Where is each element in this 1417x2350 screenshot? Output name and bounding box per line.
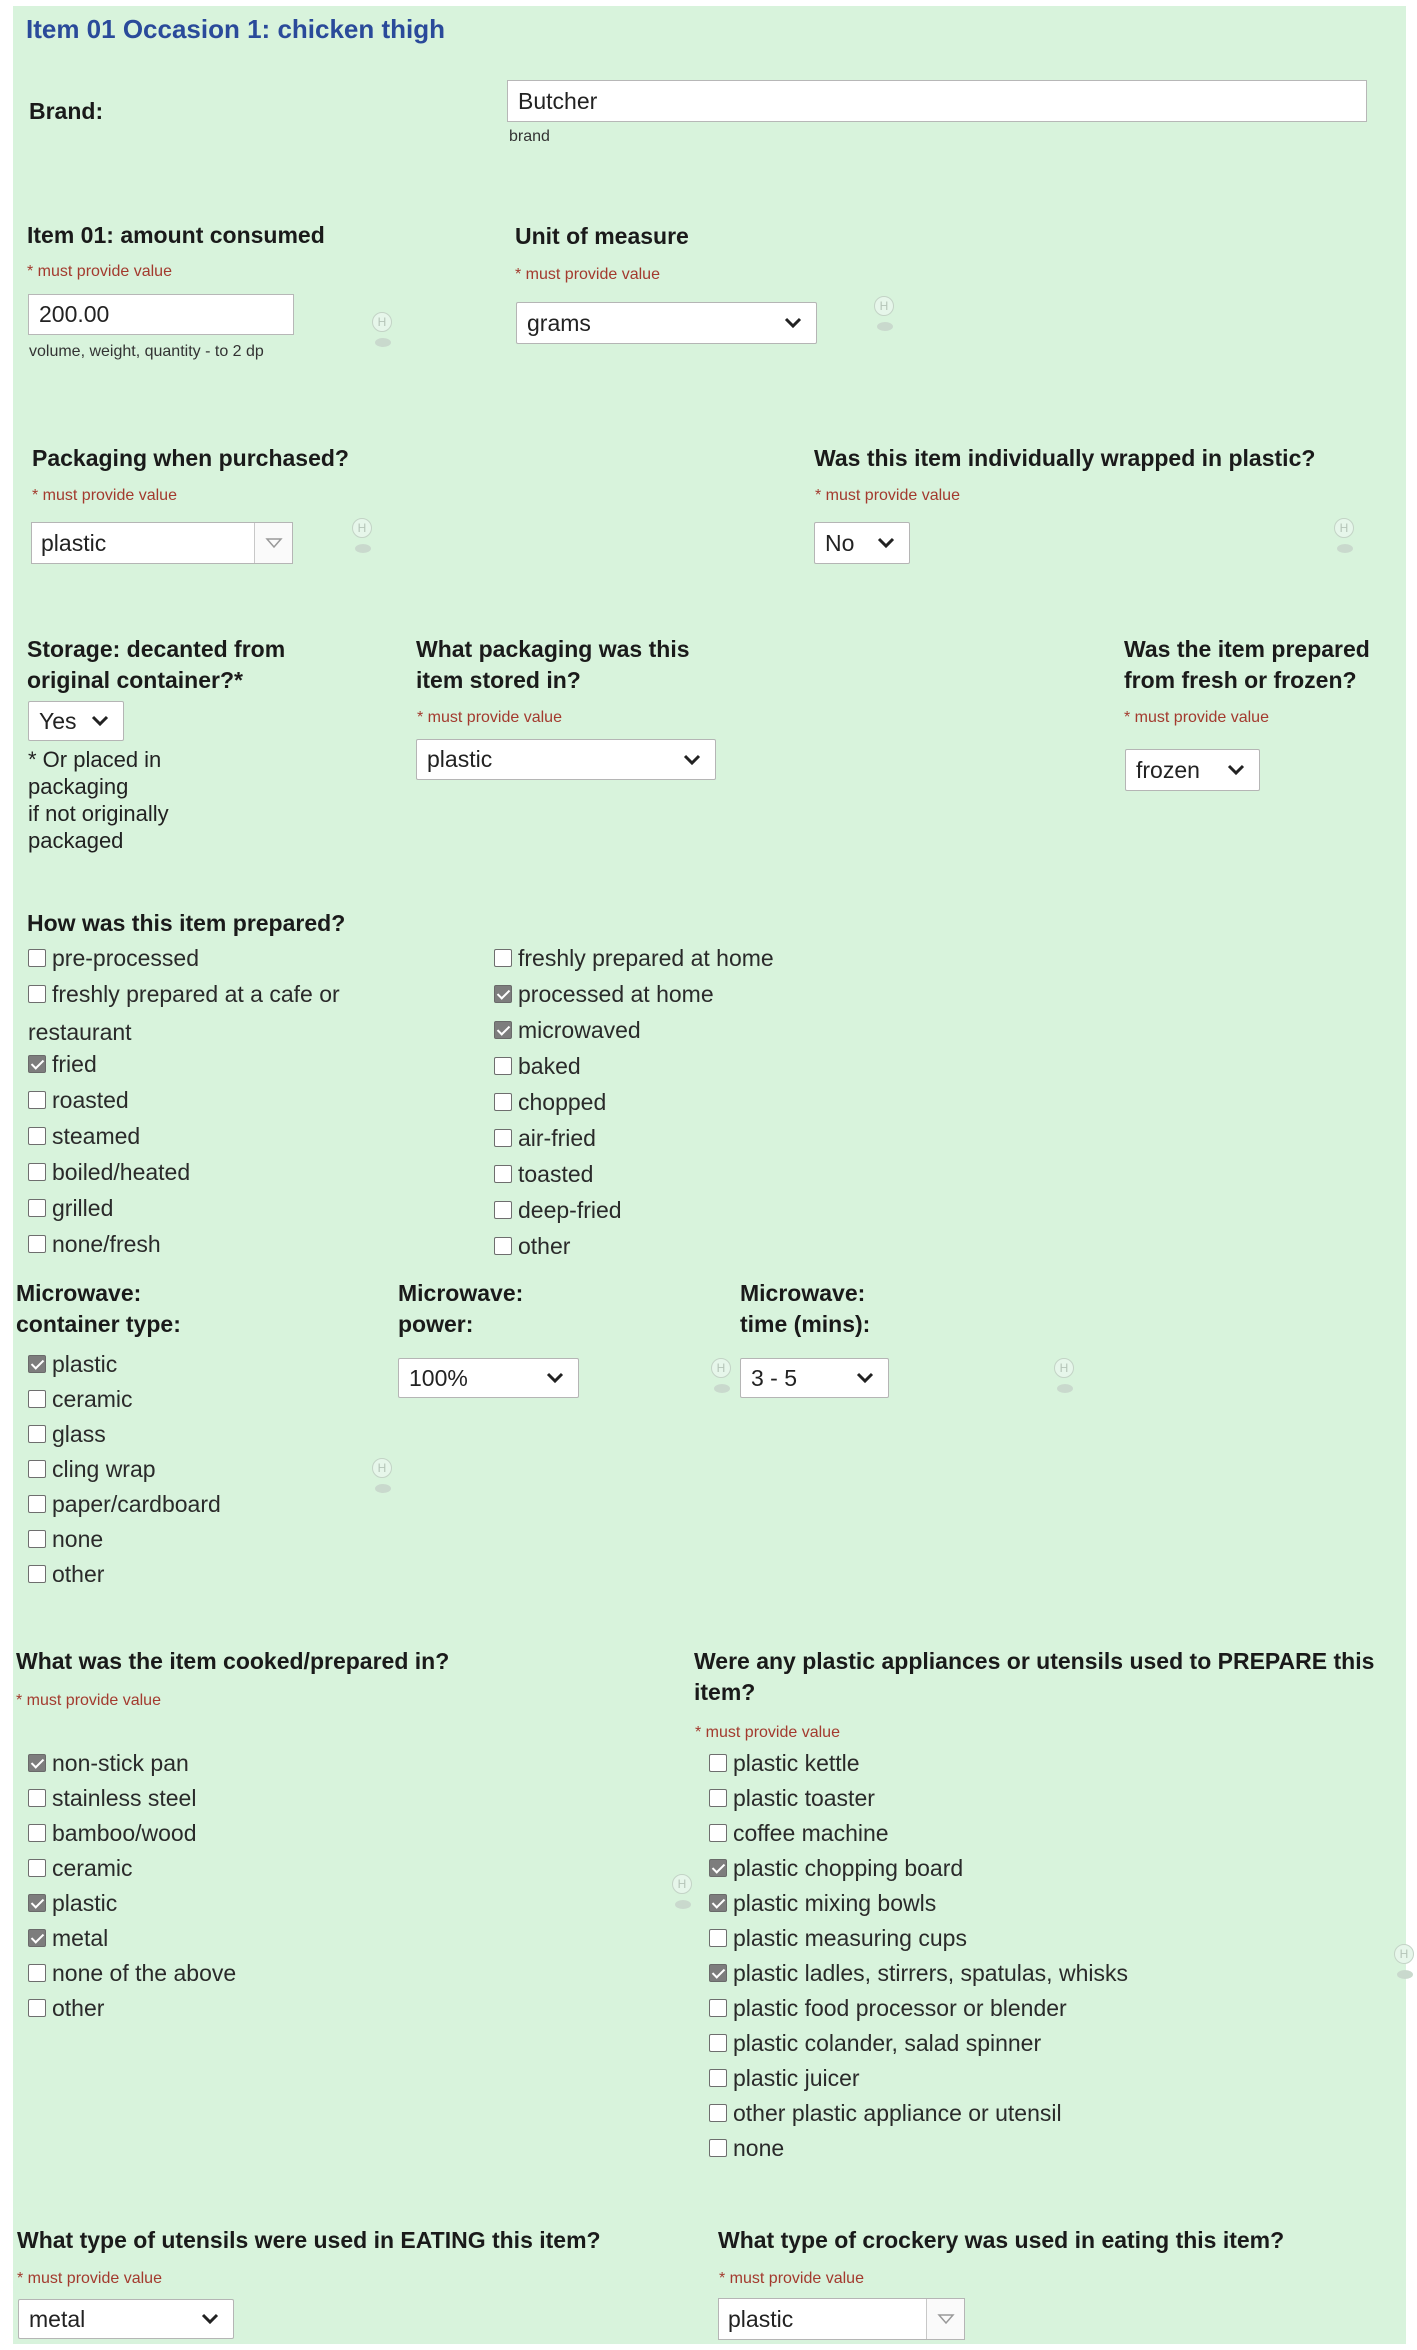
- checkbox-option[interactable]: [28, 1456, 221, 1491]
- checkbox[interactable]: [709, 1894, 727, 1912]
- option-label: bamboo/wood: [52, 1820, 197, 1846]
- option-label: stainless steel: [52, 1785, 197, 1811]
- comment-icon: [375, 1484, 391, 1493]
- microwave-power-label-line2: power:: [398, 1311, 474, 1337]
- chevron-down-icon: [679, 750, 705, 770]
- checkbox[interactable]: [28, 1824, 46, 1842]
- help-icon[interactable]: H: [871, 296, 897, 336]
- option-label: fried: [52, 1051, 97, 1077]
- option-label: paper/cardboard: [52, 1491, 221, 1517]
- checkbox[interactable]: [28, 1425, 46, 1443]
- plastic-appliances-list: [709, 1750, 1128, 2170]
- checkbox-option[interactable]: [28, 1960, 236, 1995]
- prepared-right-list: [494, 945, 774, 1269]
- checkbox-option[interactable]: [28, 1855, 236, 1890]
- fresh-frozen-required: * must provide value: [1124, 709, 1269, 726]
- stored-in-select[interactable]: [416, 739, 716, 780]
- checkbox-option[interactable]: [28, 1995, 236, 2030]
- chevron-down-icon: [197, 2309, 223, 2329]
- chevron-down-icon: [542, 1368, 568, 1388]
- checkbox[interactable]: [494, 1201, 512, 1219]
- option-label: toasted: [518, 1161, 594, 1187]
- cooked-in-list: [28, 1750, 236, 2030]
- checkbox[interactable]: [494, 1057, 512, 1075]
- comment-icon: [714, 1384, 730, 1393]
- brand-hint: brand: [509, 128, 550, 145]
- checkbox[interactable]: [494, 949, 512, 967]
- comment-icon: [1057, 1384, 1073, 1393]
- checkbox-option[interactable]: [28, 945, 443, 981]
- checkbox[interactable]: [28, 1565, 46, 1583]
- option-label: other: [52, 1561, 105, 1587]
- checkbox[interactable]: [28, 1199, 46, 1217]
- option-label: air-fried: [518, 1125, 596, 1151]
- eating-utensils-select[interactable]: [18, 2299, 234, 2339]
- amount-label: Item 01: amount consumed: [27, 222, 325, 248]
- storage-decanted-label-line1: Storage: decanted from: [27, 636, 286, 662]
- checkbox[interactable]: [494, 1165, 512, 1183]
- checkbox-option[interactable]: [494, 1053, 774, 1089]
- storage-note-line: * Or placed in: [28, 747, 162, 772]
- unit-label: Unit of measure: [515, 223, 689, 249]
- checkbox-option[interactable]: [28, 1785, 236, 1820]
- option-label: baked: [518, 1053, 581, 1079]
- option-label: roasted: [52, 1087, 129, 1113]
- packaging-purchased-value: plastic: [41, 529, 107, 556]
- checkbox-option[interactable]: [28, 1491, 221, 1526]
- comment-icon: [1397, 1970, 1413, 1979]
- packaging-purchased-combo[interactable]: [31, 522, 293, 564]
- eating-utensils-required: * must provide value: [17, 2270, 162, 2287]
- unit-select[interactable]: [516, 302, 817, 344]
- checkbox-option[interactable]: [28, 1123, 443, 1159]
- checkbox-option[interactable]: [494, 945, 774, 981]
- help-icon[interactable]: H: [369, 1458, 395, 1498]
- option-label: coffee machine: [733, 1820, 889, 1846]
- checkbox[interactable]: [28, 1894, 46, 1912]
- checkbox[interactable]: [709, 2069, 727, 2087]
- stored-in-value: plastic: [427, 746, 493, 772]
- microwave-time-label-line2: time (mins):: [740, 1311, 871, 1337]
- microwave-power-value: 100%: [409, 1364, 468, 1391]
- checkbox-option[interactable]: [28, 1820, 236, 1855]
- fresh-frozen-label-line2: from fresh or frozen?: [1124, 667, 1357, 693]
- checkbox-option[interactable]: [494, 1125, 774, 1161]
- checkbox[interactable]: [28, 1355, 46, 1373]
- option-label: steamed: [52, 1123, 141, 1149]
- checkbox[interactable]: [709, 1929, 727, 1947]
- fresh-frozen-label-line1: Was the item prepared: [1124, 636, 1370, 662]
- checkbox[interactable]: [28, 1929, 46, 1947]
- help-icon[interactable]: H: [349, 518, 375, 558]
- cooked-in-label: What was the item cooked/prepared in?: [16, 1648, 450, 1674]
- microwave-container-label-line1: Microwave:: [16, 1280, 142, 1306]
- comment-icon: [675, 1900, 691, 1909]
- wrapped-required: * must provide value: [815, 487, 960, 504]
- checkbox[interactable]: [709, 1859, 727, 1877]
- option-label: none/fresh: [52, 1231, 161, 1257]
- plastic-appliances-required: * must provide value: [695, 1724, 840, 1741]
- checkbox[interactable]: [709, 1789, 727, 1807]
- microwave-container-label: [16, 1278, 181, 1340]
- checkbox-option[interactable]: [709, 2030, 1128, 2065]
- wrapped-select[interactable]: [814, 522, 910, 564]
- brand-input[interactable]: Butcher: [507, 80, 1367, 122]
- option-label: chopped: [518, 1089, 607, 1115]
- checkbox-option[interactable]: [28, 1051, 443, 1087]
- checkbox[interactable]: [709, 1754, 727, 1772]
- checkbox-option[interactable]: [709, 2065, 1128, 2100]
- triangle-down-icon[interactable]: [254, 523, 292, 563]
- checkbox[interactable]: [28, 1091, 46, 1109]
- comment-icon: [877, 322, 893, 331]
- option-label: plastic measuring cups: [733, 1925, 967, 1951]
- plastic-appliances-label: [694, 1646, 1374, 1708]
- brand-label: Brand:: [29, 98, 104, 124]
- amount-hint: volume, weight, quantity - to 2 dp: [29, 343, 264, 360]
- crockery-combo[interactable]: [718, 2298, 965, 2340]
- checkbox-option[interactable]: [28, 1750, 236, 1785]
- option-label: non-stick pan: [52, 1750, 189, 1776]
- checkbox-option[interactable]: [709, 1890, 1128, 1925]
- wrapped-label: Was this item individually wrapped in plastic?: [814, 445, 1316, 471]
- option-label: plastic juicer: [733, 2065, 860, 2091]
- checkbox-option[interactable]: [709, 1925, 1128, 1960]
- checkbox[interactable]: [28, 1859, 46, 1877]
- chevron-down-icon: [87, 711, 113, 731]
- microwave-power-select[interactable]: [398, 1358, 579, 1398]
- microwave-time-select[interactable]: [740, 1358, 889, 1398]
- packaging-purchased-required: * must provide value: [32, 487, 177, 504]
- storage-decanted-label: [27, 634, 285, 696]
- checkbox-option[interactable]: [494, 1197, 774, 1233]
- checkbox[interactable]: [709, 1964, 727, 1982]
- checkbox-option[interactable]: [494, 1233, 774, 1269]
- checkbox[interactable]: [709, 1824, 727, 1842]
- help-icon[interactable]: H: [1051, 1358, 1077, 1398]
- checkbox[interactable]: [28, 1163, 46, 1181]
- chevron-down-icon: [780, 313, 806, 333]
- unit-required: * must provide value: [515, 266, 660, 283]
- checkbox[interactable]: [28, 1235, 46, 1253]
- option-label: plastic toaster: [733, 1785, 875, 1811]
- checkbox[interactable]: [28, 1055, 46, 1073]
- comment-icon: [1337, 544, 1353, 553]
- stored-in-label-line1: What packaging was this: [416, 636, 690, 662]
- checkbox[interactable]: [28, 1964, 46, 1982]
- checkbox-option[interactable]: [28, 1159, 443, 1195]
- checkbox-option[interactable]: [709, 1750, 1128, 1785]
- option-label: other: [518, 1233, 571, 1259]
- option-label: plastic chopping board: [733, 1855, 964, 1881]
- option-label: deep-fried: [518, 1197, 622, 1223]
- microwave-time-value: 3 - 5: [751, 1364, 798, 1391]
- checkbox-option[interactable]: [709, 1995, 1128, 2030]
- prepared-left-list: [28, 945, 443, 1267]
- option-label: microwaved: [518, 1017, 641, 1043]
- checkbox[interactable]: [28, 1530, 46, 1548]
- option-label: plastic mixing bowls: [733, 1890, 937, 1916]
- eating-utensils-value: metal: [29, 2305, 86, 2332]
- microwave-power-label-line1: Microwave:: [398, 1280, 524, 1306]
- storage-note-line: packaged: [28, 828, 124, 853]
- option-label: ceramic: [52, 1386, 133, 1412]
- checkbox-option[interactable]: [28, 1231, 443, 1267]
- comment-icon: [355, 544, 371, 553]
- checkbox-option[interactable]: [709, 1855, 1128, 1890]
- option-label: other: [52, 1995, 105, 2021]
- checkbox[interactable]: [28, 1999, 46, 2017]
- crockery-value: plastic: [728, 2305, 794, 2332]
- option-label: plastic ladles, stirrers, spatulas, whisks: [733, 1960, 1128, 1986]
- option-label: none: [52, 1526, 104, 1552]
- plastic-appliances-label-line2: item?: [694, 1679, 756, 1705]
- amount-input[interactable]: 200.00: [28, 294, 294, 335]
- checkbox-option[interactable]: [28, 1087, 443, 1123]
- option-label: freshly prepared at a cafe or: [52, 981, 340, 1007]
- chevron-down-icon: [852, 1368, 878, 1388]
- fresh-frozen-value: frozen: [1136, 756, 1200, 783]
- option-label: processed at home: [518, 981, 714, 1007]
- checkbox-option[interactable]: [494, 1161, 774, 1197]
- microwave-container-list: [28, 1351, 221, 1596]
- checkbox-option[interactable]: [28, 1351, 221, 1386]
- option-label: other plastic appliance or utensil: [733, 2100, 1062, 2126]
- option-label: ceramic: [52, 1855, 133, 1881]
- stored-in-label-line2: item stored in?: [416, 667, 581, 693]
- help-icon[interactable]: H: [1391, 1944, 1406, 1984]
- triangle-down-icon[interactable]: [926, 2299, 964, 2339]
- checkbox[interactable]: [28, 1127, 46, 1145]
- unit-value: grams: [527, 309, 591, 336]
- checkbox[interactable]: [494, 1129, 512, 1147]
- microwave-container-label-line2: container type:: [16, 1311, 181, 1337]
- checkbox-option[interactable]: [709, 1820, 1128, 1855]
- checkbox-option[interactable]: [28, 1526, 221, 1561]
- option-label: plastic: [52, 1351, 118, 1377]
- option-label: glass: [52, 1421, 106, 1447]
- checkbox[interactable]: [709, 1999, 727, 2017]
- checkbox[interactable]: [28, 985, 46, 1003]
- stored-in-label: [416, 634, 690, 696]
- checkbox-option[interactable]: [494, 1089, 774, 1125]
- option-label: boiled/heated: [52, 1159, 191, 1185]
- plastic-appliances-label-line1: Were any plastic appliances or utensils used to PREPARE this: [694, 1648, 1375, 1674]
- checkbox-option[interactable]: [709, 1785, 1128, 1820]
- crockery-label: What type of crockery was used in eating this item?: [718, 2227, 1285, 2253]
- page-title: Item 01 Occasion 1: chicken thigh: [26, 14, 446, 44]
- checkbox-option[interactable]: [28, 1890, 236, 1925]
- checkbox-option[interactable]: [28, 981, 443, 1051]
- help-icon[interactable]: H: [669, 1874, 695, 1914]
- amount-required: * must provide value: [27, 263, 172, 280]
- checkbox[interactable]: [709, 2104, 727, 2122]
- checkbox-option[interactable]: [709, 2135, 1128, 2170]
- checkbox-option[interactable]: [28, 1386, 221, 1421]
- checkbox[interactable]: [28, 1789, 46, 1807]
- checkbox-option[interactable]: [709, 1960, 1128, 1995]
- fresh-frozen-select[interactable]: [1125, 749, 1260, 791]
- checkbox[interactable]: [28, 1754, 46, 1772]
- checkbox[interactable]: [494, 1237, 512, 1255]
- storage-decanted-select[interactable]: [28, 701, 124, 741]
- help-icon[interactable]: H: [1331, 518, 1357, 558]
- packaging-purchased-label: Packaging when purchased?: [32, 445, 349, 471]
- checkbox[interactable]: [494, 1021, 512, 1039]
- option-label: plastic food processor or blender: [733, 1995, 1067, 2021]
- microwave-time-label: [740, 1278, 870, 1340]
- storage-decanted-note: [28, 746, 169, 854]
- comment-icon: [375, 338, 391, 347]
- crockery-required: * must provide value: [719, 2270, 864, 2287]
- storage-decanted-label-line2: original container?*: [27, 667, 243, 693]
- checkbox[interactable]: [28, 1495, 46, 1513]
- option-label: pre-processed: [52, 945, 200, 971]
- wrapped-value: No: [825, 529, 855, 556]
- checkbox-option[interactable]: [709, 2100, 1128, 2135]
- storage-note-line: if not originally: [28, 801, 169, 826]
- checkbox[interactable]: [494, 1093, 512, 1111]
- chevron-down-icon: [873, 533, 899, 553]
- checkbox-option[interactable]: [28, 1925, 236, 1960]
- prepared-label: How was this item prepared?: [27, 910, 346, 936]
- option-label: none: [733, 2135, 785, 2161]
- option-label: grilled: [52, 1195, 114, 1221]
- checkbox[interactable]: [28, 949, 46, 967]
- option-label: plastic colander, salad spinner: [733, 2030, 1042, 2056]
- option-label: plastic kettle: [733, 1750, 860, 1776]
- checkbox[interactable]: [494, 985, 512, 1003]
- survey-form: [13, 6, 1409, 2344]
- storage-decanted-value: Yes: [39, 707, 77, 734]
- checkbox[interactable]: [28, 1460, 46, 1478]
- stored-in-required: * must provide value: [417, 709, 562, 726]
- storage-note-line: packaging: [28, 774, 129, 799]
- microwave-power-label: [398, 1278, 523, 1340]
- option-label: none of the above: [52, 1960, 237, 1986]
- help-icon[interactable]: H: [708, 1358, 734, 1398]
- checkbox[interactable]: [28, 1390, 46, 1408]
- checkbox-option[interactable]: [28, 1421, 221, 1456]
- help-icon[interactable]: H: [369, 312, 395, 352]
- checkbox-option[interactable]: [28, 1195, 443, 1231]
- option-label: cling wrap: [52, 1456, 156, 1482]
- checkbox-option[interactable]: [494, 1017, 774, 1053]
- option-label-continued: restaurant: [28, 1018, 132, 1045]
- checkbox-option[interactable]: [28, 1561, 221, 1596]
- microwave-time-label-line1: Microwave:: [740, 1280, 866, 1306]
- option-label: metal: [52, 1925, 109, 1951]
- eating-utensils-label: What type of utensils were used in EATING this item?: [17, 2227, 601, 2253]
- option-label: plastic: [52, 1890, 118, 1916]
- chevron-down-icon: [1223, 760, 1249, 780]
- fresh-frozen-label: [1124, 634, 1370, 696]
- checkbox-option[interactable]: [494, 981, 774, 1017]
- option-label: freshly prepared at home: [518, 945, 774, 971]
- checkbox[interactable]: [709, 2139, 727, 2157]
- checkbox[interactable]: [709, 2034, 727, 2052]
- cooked-in-required: * must provide value: [16, 1692, 161, 1709]
